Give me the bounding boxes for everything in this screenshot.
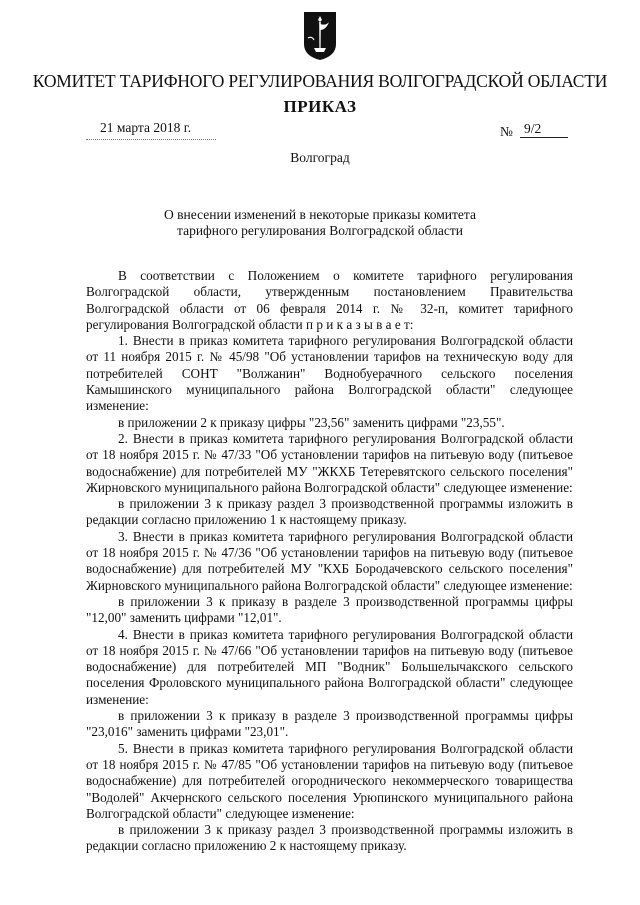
document-date: 21 марта 2018 г.: [100, 120, 192, 135]
document-number: 9/2: [520, 121, 568, 138]
body-paragraph: 2. Внести в приказ комитета тарифного регулирования Волгоградской области от 18 ноября 2015 г. № 47/33 "Об установлении тарифов на питьевую воду (питьевое водоснабжение) для потребителей МУ "ЖКХБ Тетеревятского сельского поселения" Жирновского муниципального района Волгоградской области" следующее изменение:: [86, 430, 573, 495]
body-paragraph: 1. Внести в приказ комитета тарифного регулирования Волгоградской области от 11 ноября 2015 г. № 45/98 "Об установлении тарифов на техническую воду для потребителей СОНТ "Волжанин" Воднобуерачного сельского поселения Камышинского муниципального района Волгоградской области" следующее изменение:: [86, 333, 573, 414]
body-paragraph: В соответствии с Положением о комитете тарифного регулирования Волгоградской области, утвержденным постановлением Правительства Волгоградской области от 06 февраля 2014 г. № 32-п, комитет тарифного регулирования Волгоградской области п р и к а з ы в а е т:: [86, 268, 573, 332]
body-paragraph: 4. Внести в приказ комитета тарифного регулирования Волгоградской области от 18 ноября 2015 г. № 47/66 "Об установлении тарифов на питьевую воду (питьевое водоснабжение) для потребителей МП "Водник" Большелычакского сельского поселения Фроловского муниципального района Волгоградской области" следующее изменение:: [86, 626, 573, 707]
subject-line: О внесении изменений в некоторые приказы комитета: [164, 207, 476, 222]
date-underline: [86, 139, 216, 140]
subject-line: тарифного регулирования Волгоградской области: [177, 223, 463, 238]
document-body: [86, 268, 573, 855]
body-paragraph: 3. Внести в приказ комитета тарифного регулирования Волгоградской области от 18 ноября 2015 г. № 47/36 "Об установлении тарифов на питьевую воду (питьевое водоснабжение) для потребителей МУ "КХБ Бородачевского сельского поселения" Жирновского муниципального района Волгоградской области" следующее изменение:: [86, 528, 573, 593]
document-city: Волгоград: [290, 150, 350, 165]
coat-of-arms-icon: [302, 10, 338, 62]
body-paragraph: в приложении 2 к приказу цифры "23,56" заменить цифрами "23,55".: [118, 414, 505, 430]
body-paragraph: в приложении 3 к приказу в разделе 3 производственной программы цифры "12,00" заменить цифрами "12,01".: [86, 593, 573, 626]
document-subject: [0, 207, 640, 239]
body-paragraph: в приложении 3 к приказу раздел 3 производственной программы изложить в редакции согласно приложению 1 к настоящему приказу.: [86, 496, 573, 528]
body-paragraph: в приложении 3 к приказу в разделе 3 производственной программы цифры "23,016" заменить цифрами "23,01".: [86, 708, 573, 740]
document-type: ПРИКАЗ: [283, 97, 357, 116]
body-paragraph: в приложении 3 к приказу раздел 3 производственной программы изложить в редакции согласно приложению 2 к настоящему приказу.: [86, 822, 573, 854]
body-paragraph: 5. Внести в приказ комитета тарифного регулирования Волгоградской области от 18 ноября 2015 г. № 47/85 "Об установлении тарифов на питьевую воду (питьевое водоснабжение) для потребителей огороднического некоммерческого товарищества "Водолей" Акчернского сельского поселения Урюпинского муниципального района Волгоградской области" следующее изменение:: [86, 740, 573, 821]
number-sign: №: [500, 124, 513, 139]
organization-title: КОМИТЕТ ТАРИФНОГО РЕГУЛИРОВАНИЯ ВОЛГОГРАДСКОЙ ОБЛАСТИ: [32, 71, 608, 91]
